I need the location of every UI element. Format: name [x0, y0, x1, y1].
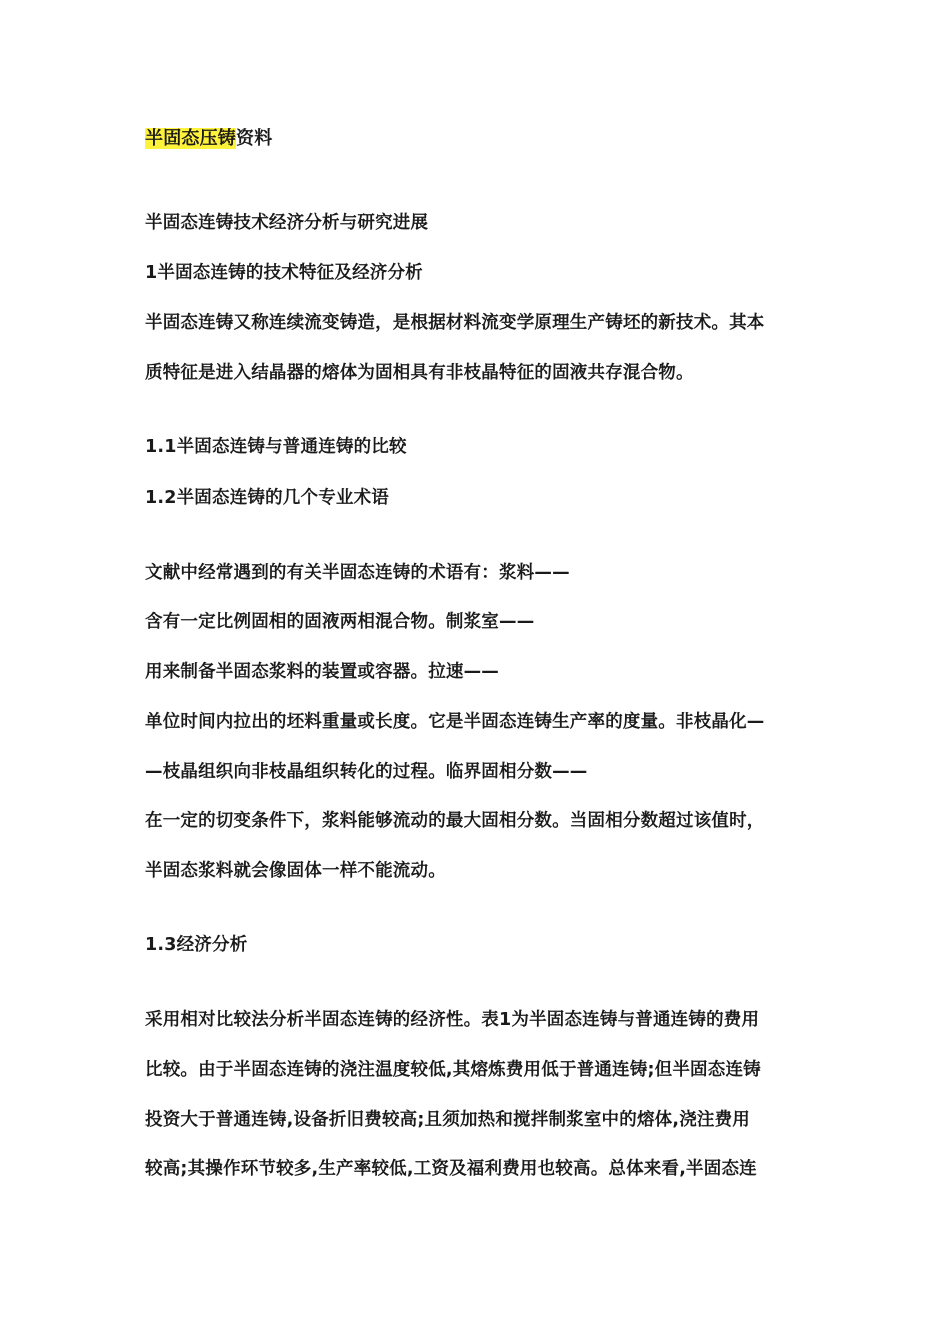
section-1-2-para-line-7: 半固态浆料就会像固体一样不能流动。 — [145, 861, 446, 881]
section-1-heading: 1半固态连铸的技术特征及经济分析 — [145, 263, 423, 283]
section-1-3-para-line-4: 较高;其操作环节较多,生产率较低,工资及福利费用也较高。总体来看,半固态连 — [145, 1159, 757, 1179]
section-1-2-para-line-6: 在一定的切变条件下，浆料能够流动的最大固相分数。当固相分数超过该值时， — [145, 811, 765, 831]
section-1-3-para-line-1: 采用相对比较法分析半固态连铸的经济性。表1为半固态连铸与普通连铸的费用 — [145, 1010, 760, 1030]
section-1-1-heading: 1.1半固态连铸与普通连铸的比较 — [145, 437, 407, 457]
section-1-3-heading: 1.3经济分析 — [145, 935, 248, 955]
document-title — [145, 127, 272, 151]
section-1-3-para-line-2: 比较。由于半固态连铸的浇注温度较低,其熔炼费用低于普通连铸;但半固态连铸 — [145, 1060, 761, 1080]
title-highlighted-text: 半固态压铸 — [145, 128, 236, 149]
section-1-2-para-line-5: —枝晶组织向非枝晶组织转化的过程。临界固相分数—— — [145, 762, 588, 782]
section-1-para-line-1: 半固态连铸又称连续流变铸造，是根据材料流变学原理生产铸坯的新技术。其本 — [145, 313, 765, 333]
title-rest-text: 资料 — [236, 128, 273, 149]
section-1-2-para-line-1: 文献中经常遇到的有关半固态连铸的术语有：浆料—— — [145, 563, 570, 583]
section-1-2-para-line-3: 用来制备半固态浆料的装置或容器。拉速—— — [145, 662, 499, 682]
section-1-para-line-2: 质特征是进入结晶器的熔体为固相具有非枝晶特征的固液共存混合物。 — [145, 363, 694, 383]
subtitle: 半固态连铸技术经济分析与研究进展 — [145, 213, 429, 233]
section-1-2-para-line-4: 单位时间内拉出的坯料重量或长度。它是半固态连铸生产率的度量。非枝晶化— — [145, 712, 765, 732]
section-1-3-para-line-3: 投资大于普通连铸,设备折旧费较高;且须加热和搅拌制浆室中的熔体,浇注费用 — [145, 1110, 750, 1130]
section-1-2-heading: 1.2半固态连铸的几个专业术语 — [145, 488, 390, 508]
section-1-2-para-line-2: 含有一定比例固相的固液两相混合物。制浆室—— — [145, 612, 535, 632]
